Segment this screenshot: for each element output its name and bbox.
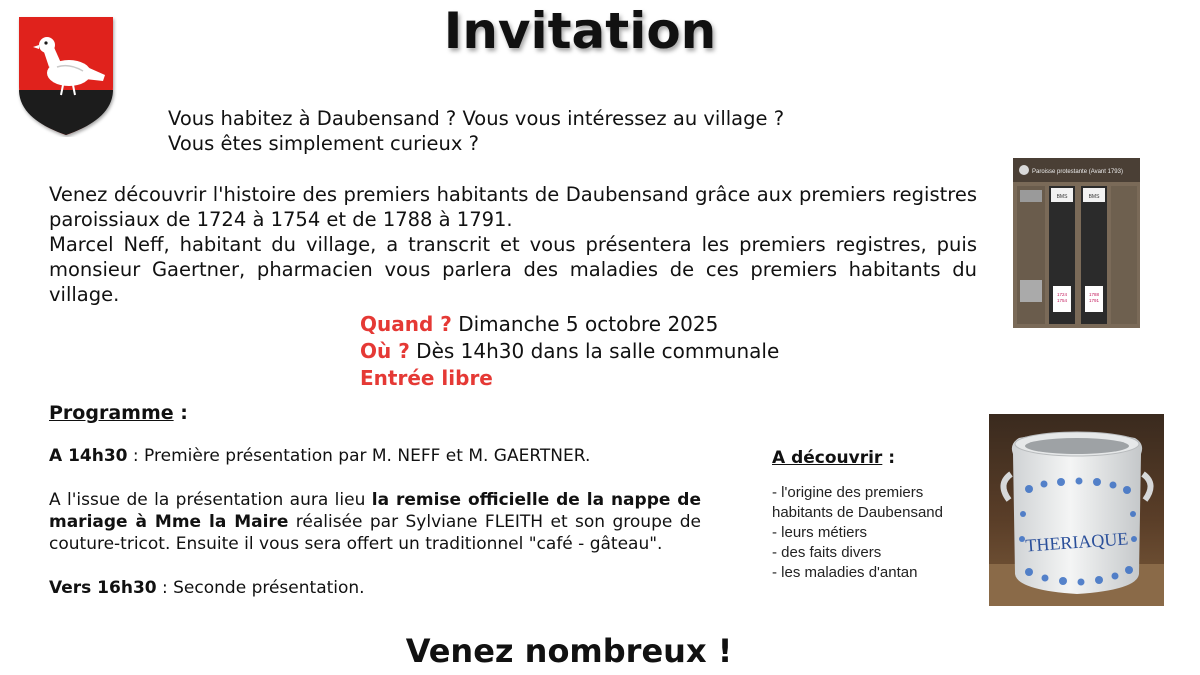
programme-item-1 (49, 445, 701, 467)
entry-free: Entrée libre (360, 366, 493, 390)
programme-item-2 (49, 489, 701, 555)
programme-item-2-post: réalisée par Sylviane FLEITH et son groupe de couture-tricot. Ensuite il vous sera offert un traditionnel "café - gâteau". (49, 512, 701, 554)
when-row (360, 311, 779, 338)
intro-line-1: Vous habitez à Daubensand ? Vous vous intéressez au village ? (168, 107, 785, 130)
list-item: - les maladies d'antan (772, 564, 918, 581)
book2-label: BMS (1088, 194, 1100, 200)
programme-item-3-time: Vers 16h30 (49, 578, 157, 598)
theriaque-jar-image (989, 414, 1164, 606)
list-item: - l'origine des premiers habitants de Daubensand (772, 484, 943, 521)
footer-call-to-action: Venez nombreux ! (405, 632, 733, 670)
programme-item-1-time: A 14h30 (49, 446, 128, 466)
decouvrir-list (772, 483, 972, 583)
programme-heading-label: Programme (49, 402, 174, 424)
decouvrir-heading-label: A découvrir (772, 448, 883, 468)
event-details (360, 311, 779, 392)
where-label: Où ? (360, 339, 410, 363)
intro-line-2: Vous êtes simplement curieux ? (168, 132, 479, 155)
registers-header: Paroisse protestante (Avant 1793) (1032, 169, 1123, 175)
when-value: Dimanche 5 octobre 2025 (458, 312, 719, 336)
book1-label: BMS (1056, 194, 1068, 200)
page-title: Invitation (443, 2, 717, 60)
history-paragraph-2: Marcel Neff, habitant du village, a transcrit et vous présentera les premiers registres, puis monsieur Gaertner, pharmacien vous parlera des maladies de ces premiers habitants du village. (49, 233, 977, 306)
book2-years: 1788 1791 (1088, 292, 1100, 303)
when-label: Quand ? (360, 312, 452, 336)
programme-heading-colon: : (173, 402, 188, 424)
coat-of-arms-logo (17, 15, 117, 137)
history-text (49, 182, 977, 307)
year-line: 1791 (1088, 298, 1100, 303)
year-line: 1754 (1056, 298, 1068, 303)
decouvrir-heading (772, 448, 895, 468)
programme-item-3-text: : Seconde présentation. (156, 578, 365, 598)
where-value: Dès 14h30 dans la salle communale (416, 339, 780, 363)
history-paragraph-1: Venez découvrir l'histoire des premiers habitants de Daubensand grâce aux premiers registres paroissiaux de 1724 à 1754 et de 1788 à 1791. (49, 183, 977, 231)
programme-heading (49, 402, 188, 424)
jar-label: THERIAQUE (1024, 528, 1129, 556)
programme-item-2-pre: A l'issue de la présentation aura lieu (49, 490, 372, 510)
programme-item-2-bold: la remise officielle de la nappe de mariage à Mme la Maire (49, 490, 702, 532)
book1-years: 1724 1754 (1056, 292, 1068, 303)
where-row (360, 338, 779, 365)
intro-text (168, 106, 784, 156)
decouvrir-heading-colon: : (882, 448, 896, 468)
programme-item-3 (49, 577, 701, 599)
list-item: - leurs métiers (772, 524, 868, 541)
parish-registers-image (1013, 158, 1140, 328)
list-item: - des faits divers (772, 544, 882, 561)
programme-item-1-text: : Première présentation par M. NEFF et M. GAERTNER. (127, 446, 591, 466)
